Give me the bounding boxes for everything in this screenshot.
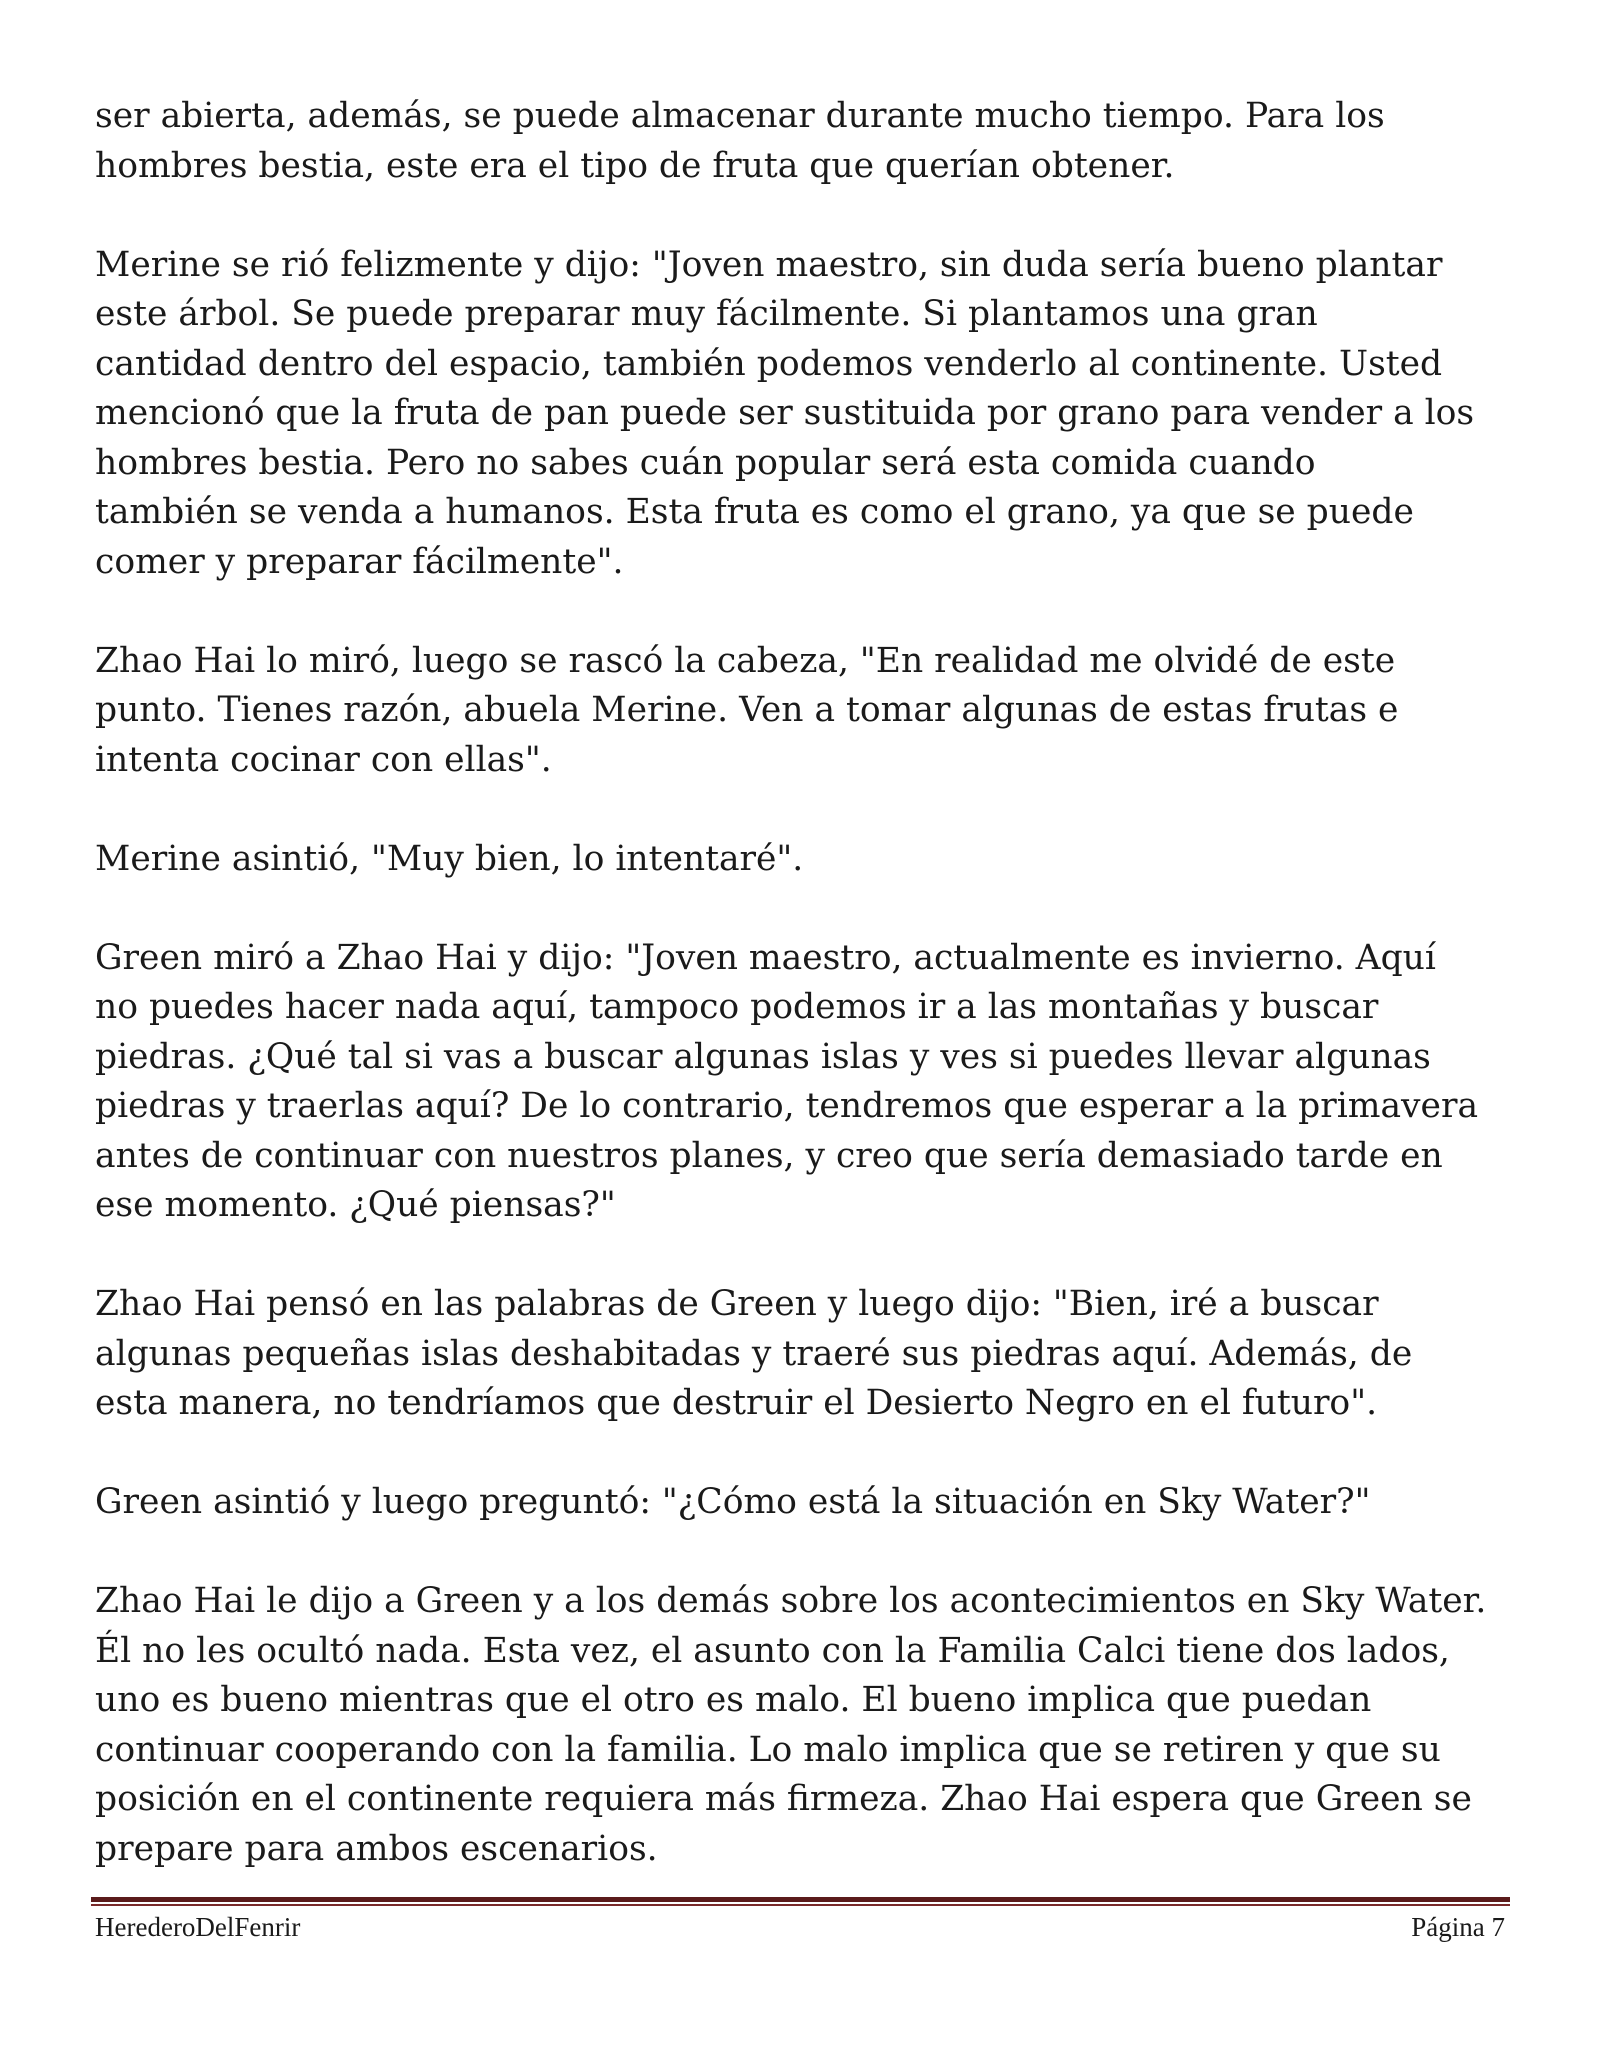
paragraph (95, 934, 1515, 1231)
text-line: antes de continuar con nuestros planes, y creo que sería demasiado tarde en (95, 1135, 1443, 1176)
page-number: Página 7 (1411, 1912, 1505, 1942)
text-line: prepare para ambos escenarios. (95, 1828, 658, 1869)
text-line: Zhao Hai lo miró, luego se rascó la cabeza, "En realidad me olvidé de este (95, 640, 1396, 681)
text-line: hombres bestia, este era el tipo de fruta que querían obtener. (95, 145, 1175, 186)
text-line: mencionó que la fruta de pan puede ser sustituida por grano para vender a los (95, 393, 1475, 433)
text-line: uno es bueno mientras que el otro es malo. El bueno implica que puedan (95, 1680, 1372, 1720)
paragraph (95, 1478, 1515, 1528)
text-line: intenta cocinar con ellas". (95, 739, 552, 780)
text-line: Green miró a Zhao Hai y dijo: "Joven maestro, actualmente es invierno. Aquí (95, 937, 1436, 978)
footer-divider (91, 1897, 1510, 1907)
paragraph (95, 1280, 1515, 1429)
footer-divider-thick (91, 1897, 1510, 1902)
text-line: ese momento. ¿Qué piensas?" (95, 1185, 616, 1225)
text-line: no puedes hacer nada aquí, tampoco podemos ir a las montañas y buscar (95, 987, 1379, 1027)
paragraph (95, 835, 1515, 885)
text-line: Zhao Hai pensó en las palabras de Green y luego dijo: "Bien, iré a buscar (95, 1284, 1379, 1324)
text-line: Merine se rió felizmente y dijo: "Joven maestro, sin duda sería bueno plantar (95, 244, 1443, 285)
footer-author: HerederoDelFenrir (95, 1912, 301, 1942)
text-line: posición en el continente requiera más firmeza. Zhao Hai espera que Green se (95, 1779, 1472, 1819)
text-line: algunas pequeñas islas deshabitadas y traeré sus piedras aquí. Además, de (95, 1333, 1413, 1374)
text-line: piedras y traerlas aquí? De lo contrario, tendremos que esperar a la primavera (95, 1086, 1479, 1126)
text-line: Él no les ocultó nada. Esta vez, el asunto con la Familia Calci tiene dos lados, (95, 1630, 1450, 1671)
text-line: cantidad dentro del espacio, también podemos venderlo al continente. Usted (95, 343, 1443, 384)
text-line: esta manera, no tendríamos que destruir el Desierto Negro en el futuro". (95, 1383, 1378, 1423)
paragraph (95, 92, 1515, 191)
text-line: también se venda a humanos. Esta fruta es como el grano, ya que se puede (95, 492, 1414, 532)
footer-divider-thin (91, 1904, 1510, 1906)
text-line: hombres bestia. Pero no sabes cuán popular será esta comida cuando (95, 442, 1316, 483)
paragraph (95, 637, 1515, 786)
text-line: Green asintió y luego preguntó: "¿Cómo está la situación en Sky Water?" (95, 1482, 1371, 1522)
text-line: Merine asintió, "Muy bien, lo intentaré". (95, 838, 804, 879)
text-line: continuar cooperando con la familia. Lo malo implica que se retiren y que su (95, 1729, 1441, 1770)
text-line: este árbol. Se puede preparar muy fácilmente. Si plantamos una gran (95, 294, 1318, 334)
text-line: Zhao Hai le dijo a Green y a los demás sobre los acontecimientos en Sky Water. (95, 1581, 1487, 1621)
document-body (95, 92, 1515, 1924)
paragraph (95, 1577, 1515, 1874)
text-line: punto. Tienes razón, abuela Merine. Ven a tomar algunas de estas frutas e (95, 690, 1399, 730)
text-line: piedras. ¿Qué tal si vas a buscar algunas islas y ves si puedes llevar algunas (95, 1036, 1431, 1077)
text-line: comer y preparar fácilmente". (95, 541, 624, 582)
paragraph (95, 241, 1515, 588)
text-line: ser abierta, además, se puede almacenar durante mucho tiempo. Para los (95, 96, 1385, 136)
